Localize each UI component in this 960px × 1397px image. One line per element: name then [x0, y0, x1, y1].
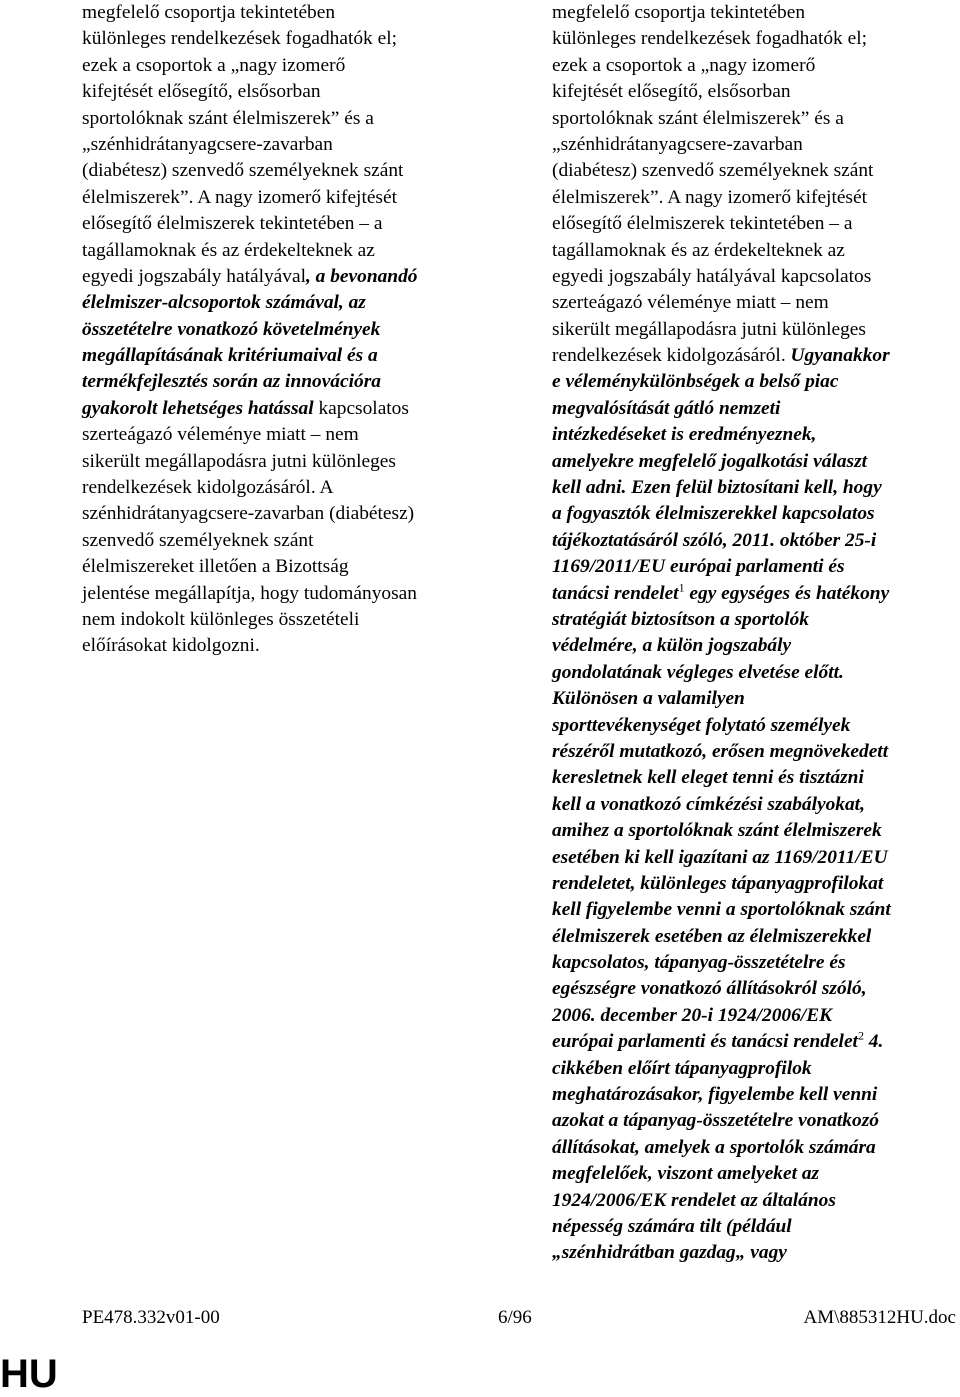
- text-line: [552, 897, 960, 923]
- emphasized-amendment-text: 1169/2011/EU európai parlamenti és: [552, 556, 845, 578]
- text-line: [82, 475, 492, 501]
- emphasized-amendment-text: élelmiszer-alcsoportok számával, az: [82, 292, 366, 314]
- emphasized-amendment-text: keresletnek kell eleget tenni és tisztázni: [552, 767, 864, 789]
- left-column-text: [82, 0, 492, 660]
- text-line: [552, 211, 960, 237]
- emphasized-amendment-text: amelyekre megfelelő jogalkotási választ: [552, 450, 868, 472]
- text-segment: tagállamoknak és az érdekelteknek az: [552, 239, 845, 261]
- text-line: [552, 158, 960, 184]
- emphasized-amendment-text: e véleménykülönbségek a belső piac: [552, 371, 839, 393]
- text-line: [552, 1029, 960, 1055]
- emphasized-amendment-text: tájékoztatásáról szóló, 2011. október 25-i: [552, 529, 877, 551]
- emphasized-amendment-text: 2006. december 20-i 1924/2006/EK: [552, 1004, 833, 1026]
- emphasized-amendment-text: , a bevonandó: [305, 265, 418, 287]
- text-segment: különleges rendelkezések fogadhatók el;: [552, 28, 867, 50]
- text-line: [552, 554, 960, 580]
- text-line: [552, 238, 960, 264]
- text-segment: egyedi jogszabály hatályával kapcsolatos: [552, 265, 872, 287]
- footer-page-number: 6/96: [498, 1307, 532, 1328]
- text-line: [552, 53, 960, 79]
- text-line: [552, 264, 960, 290]
- footer-file-name: AM\885312HU.doc: [803, 1307, 956, 1328]
- text-segment: ezek a csoportok a „nagy izomerő: [82, 54, 346, 76]
- emphasized-amendment-text: amihez a sportolóknak szánt élelmiszerek: [552, 820, 882, 842]
- text-segment: kapcsolatos: [313, 397, 409, 419]
- text-line: [82, 581, 492, 607]
- text-line: [82, 633, 492, 659]
- text-line: [82, 238, 492, 264]
- text-line: [552, 845, 960, 871]
- emphasized-amendment-text: kell figyelembe venni a sportolóknak szánt: [552, 899, 891, 921]
- text-line: [552, 422, 960, 448]
- emphasized-amendment-text: megfelelőek, viszont amelyeket az: [552, 1163, 820, 1185]
- footnote-reference: 2: [857, 1028, 864, 1043]
- text-segment: „szénhidrátanyagcsere-zavarban: [552, 133, 803, 155]
- text-line: [82, 132, 492, 158]
- emphasized-amendment-text: 4.: [863, 1031, 884, 1053]
- text-line: [552, 1108, 960, 1134]
- text-segment: nem indokolt különleges összetételi: [82, 608, 360, 630]
- emphasized-amendment-text: Különösen a valamilyen: [552, 688, 745, 710]
- emphasized-amendment-text: rendeletet, különleges tápanyagprofilokat: [552, 872, 884, 894]
- text-line: [552, 1161, 960, 1187]
- text-segment: elősegítő élelmiszerek tekintetében – a: [552, 213, 853, 235]
- text-line: [552, 79, 960, 105]
- text-segment: rendelkezések kidolgozásáról.: [552, 345, 791, 367]
- text-line: [552, 607, 960, 633]
- text-segment: élelmiszerek”. A nagy izomerő kifejtését: [82, 186, 397, 208]
- text-line: [82, 422, 492, 448]
- emphasized-amendment-text: kell a vonatkozó címkézési szabályokat,: [552, 793, 865, 815]
- text-line: [552, 1135, 960, 1161]
- text-line: [82, 528, 492, 554]
- text-segment: kifejtését elősegítő, elsősorban: [552, 81, 791, 103]
- text-line: [82, 449, 492, 475]
- text-segment: „szénhidrátanyagcsere-zavarban: [82, 133, 333, 155]
- text-segment: tagállamoknak és az érdekelteknek az: [82, 239, 375, 261]
- text-line: [552, 369, 960, 395]
- text-line: [552, 581, 960, 607]
- text-line: [552, 343, 960, 369]
- text-segment: rendelkezések kidolgozásáról. A: [82, 477, 334, 499]
- text-segment: szénhidrátanyagcsere-zavarban (diabétesz): [82, 503, 415, 525]
- text-segment: sportolóknak szánt élelmiszerek” és a: [552, 107, 844, 129]
- emphasized-amendment-text: gyakorolt lehetséges hatással: [82, 397, 314, 419]
- language-label: HU: [0, 1352, 58, 1396]
- text-line: [552, 818, 960, 844]
- text-segment: jelentése megállapítja, hogy tudományosan: [82, 582, 417, 604]
- emphasized-amendment-text: intézkedéseket is eredményeznek,: [552, 424, 817, 446]
- emphasized-amendment-text: azokat a tápanyag-összetételre vonatkozó: [552, 1110, 879, 1132]
- text-line: [552, 26, 960, 52]
- emphasized-amendment-text: megállapításának kritériumaival és a: [82, 345, 378, 367]
- emphasized-amendment-text: kell adni. Ezen felül biztosítani kell, hogy: [552, 477, 882, 499]
- emphasized-amendment-text: összetételre vonatkozó követelmények: [82, 318, 381, 340]
- text-segment: élelmiszereket illetően a Bizottság: [82, 556, 349, 578]
- text-segment: megfelelő csoportja tekintetében: [552, 2, 806, 23]
- text-line: [552, 185, 960, 211]
- text-line: [82, 264, 492, 290]
- text-line: [552, 1214, 960, 1240]
- text-line: [552, 660, 960, 686]
- emphasized-amendment-text: „szénhidrátban gazdag„ vagy: [552, 1242, 787, 1264]
- emphasized-amendment-text: cikkében előírt tápanyagprofilok: [552, 1057, 812, 1079]
- emphasized-amendment-text: gondolatának végleges elvetése előtt.: [552, 661, 844, 683]
- text-line: [552, 475, 960, 501]
- emphasized-amendment-text: részéről mutatkozó, erősen megnövekedett: [552, 740, 889, 762]
- emphasized-amendment-text: védelmére, a külön jogszabály: [552, 635, 792, 657]
- text-line: [552, 765, 960, 791]
- footnote-reference: 1: [678, 580, 685, 595]
- text-line: [552, 1240, 960, 1266]
- text-line: [552, 792, 960, 818]
- right-column-text: [552, 0, 960, 1267]
- emphasized-amendment-text: 1924/2006/EK rendelet az általános: [552, 1189, 836, 1211]
- text-line: [82, 501, 492, 527]
- emphasized-amendment-text: európai parlamenti és tanácsi rendelet: [552, 1031, 858, 1053]
- emphasized-amendment-text: állításokat, amelyek a sportolók számára: [552, 1136, 876, 1158]
- text-line: [552, 0, 960, 26]
- text-line: [82, 106, 492, 132]
- text-line: [552, 950, 960, 976]
- text-line: [552, 976, 960, 1002]
- text-line: [552, 686, 960, 712]
- text-line: [552, 106, 960, 132]
- text-line: [552, 633, 960, 659]
- text-line: [82, 343, 492, 369]
- text-segment: szerteágazó véleménye miatt – nem: [82, 424, 359, 446]
- text-line: [82, 369, 492, 395]
- text-line: [552, 501, 960, 527]
- text-line: [82, 396, 492, 422]
- text-line: [552, 396, 960, 422]
- text-line: [552, 528, 960, 554]
- text-line: [82, 554, 492, 580]
- text-segment: sportolóknak szánt élelmiszerek” és a: [82, 107, 374, 129]
- text-line: [82, 185, 492, 211]
- text-segment: (diabétesz) szenvedő személyeknek szánt: [552, 160, 874, 182]
- text-line: [552, 1188, 960, 1214]
- text-segment: előírásokat kidolgozni.: [82, 635, 260, 657]
- emphasized-amendment-text: egészségre vonatkozó állításokról szóló,: [552, 978, 867, 1000]
- text-segment: ezek a csoportok a „nagy izomerő: [552, 54, 816, 76]
- text-line: [82, 607, 492, 633]
- text-segment: sikerült megállapodásra jutni különleges: [552, 318, 866, 340]
- emphasized-amendment-text: népesség számára tilt (például: [552, 1215, 792, 1237]
- emphasized-amendment-text: esetében ki kell igazítani az 1169/2011/EU: [552, 846, 888, 868]
- text-line: [82, 317, 492, 343]
- text-segment: egyedi jogszabály hatályával: [82, 265, 306, 287]
- emphasized-amendment-text: a fogyasztók élelmiszerekkel kapcsolatos: [552, 503, 875, 525]
- text-segment: szenvedő személyeknek szánt: [82, 529, 314, 551]
- text-segment: (diabétesz) szenvedő személyeknek szánt: [82, 160, 404, 182]
- text-segment: kifejtését elősegítő, elsősorban: [82, 81, 321, 103]
- emphasized-amendment-text: meghatározásakor, figyelembe kell venni: [552, 1084, 878, 1106]
- text-line: [552, 871, 960, 897]
- text-segment: megfelelő csoportja tekintetében: [82, 2, 336, 23]
- emphasized-amendment-text: egy egységes és hatékony: [684, 582, 890, 604]
- emphasized-amendment-text: élelmiszerek esetében az élelmiszerekkel: [552, 925, 872, 947]
- text-line: [82, 79, 492, 105]
- emphasized-amendment-text: Ugyanakkor: [790, 345, 890, 367]
- text-line: [82, 211, 492, 237]
- text-segment: különleges rendelkezések fogadhatók el;: [82, 28, 397, 50]
- text-line: [82, 26, 492, 52]
- text-segment: szerteágazó véleménye miatt – nem: [552, 292, 829, 314]
- text-line: [82, 158, 492, 184]
- text-line: [552, 739, 960, 765]
- emphasized-amendment-text: termékfejlesztés során az innovációra: [82, 371, 381, 393]
- text-line: [82, 290, 492, 316]
- footer-document-code: PE478.332v01-00: [82, 1307, 220, 1328]
- emphasized-amendment-text: kapcsolatos, tápanyag-összetételre és: [552, 952, 846, 974]
- emphasized-amendment-text: megvalósítását gátló nemzeti: [552, 397, 781, 419]
- text-line: [82, 53, 492, 79]
- text-line: [552, 1082, 960, 1108]
- text-line: [552, 449, 960, 475]
- text-line: [552, 1003, 960, 1029]
- emphasized-amendment-text: tanácsi rendelet: [552, 582, 679, 604]
- text-line: [552, 290, 960, 316]
- text-line: [552, 317, 960, 343]
- text-line: [82, 0, 492, 26]
- text-segment: élelmiszerek”. A nagy izomerő kifejtését: [552, 186, 867, 208]
- text-line: [552, 132, 960, 158]
- text-line: [552, 924, 960, 950]
- emphasized-amendment-text: stratégiát biztosítson a sportolók: [552, 608, 809, 630]
- text-line: [552, 713, 960, 739]
- text-segment: sikerült megállapodásra jutni különleges: [82, 450, 396, 472]
- emphasized-amendment-text: sporttevékenységet folytató személyek: [552, 714, 851, 736]
- text-line: [552, 1056, 960, 1082]
- text-segment: elősegítő élelmiszerek tekintetében – a: [82, 213, 383, 235]
